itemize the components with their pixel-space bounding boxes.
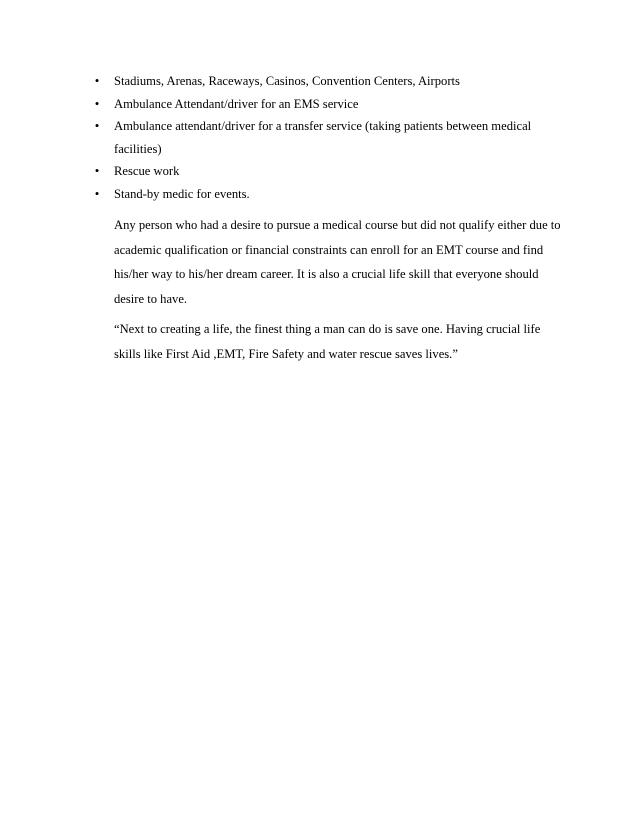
list-item-text-continued: facilities) bbox=[114, 141, 162, 156]
quote-line: “Next to creating a life, the finest thing a man can do is save one. Having crucial life bbox=[114, 322, 541, 336]
bullet-icon: • bbox=[94, 118, 100, 133]
list-item-text: Stand-by medic for events. bbox=[114, 186, 250, 201]
bullet-icon: • bbox=[94, 95, 100, 111]
quote-line: skills like First Aid ,EMT, Fire Safety and water rescue saves lives.” bbox=[114, 346, 458, 361]
list-item bbox=[0, 115, 638, 160]
bullet-icon: • bbox=[94, 163, 100, 178]
list-item-text: Stadiums, Arenas, Raceways, Casinos, Convention Centers, Airports bbox=[114, 74, 460, 88]
paragraph-line: Any person who had a desire to pursue a medical course but did not qualify either due to bbox=[114, 218, 561, 232]
list-item bbox=[0, 93, 638, 116]
list-item bbox=[0, 70, 638, 93]
list-item-text: Rescue work bbox=[114, 164, 180, 178]
bullet-list bbox=[0, 70, 638, 205]
paragraph-line: academic qualification or financial constraints can enroll for an EMT course and find bbox=[114, 242, 544, 257]
bullet-icon: • bbox=[94, 73, 100, 88]
bullet-icon: • bbox=[94, 185, 100, 201]
list-item bbox=[0, 183, 638, 206]
paragraph-line: his/her way to his/her dream career. It is also a crucial life skill that everyone should bbox=[114, 267, 539, 281]
body-paragraph bbox=[114, 213, 561, 311]
paragraph-line: desire to have. bbox=[114, 291, 188, 306]
list-item-text: Ambulance Attendant/driver for an EMS service bbox=[114, 96, 359, 111]
list-item-text: Ambulance attendant/driver for a transfer service (taking patients between medical bbox=[114, 119, 532, 133]
quote-paragraph bbox=[114, 317, 544, 366]
list-item bbox=[0, 160, 638, 183]
